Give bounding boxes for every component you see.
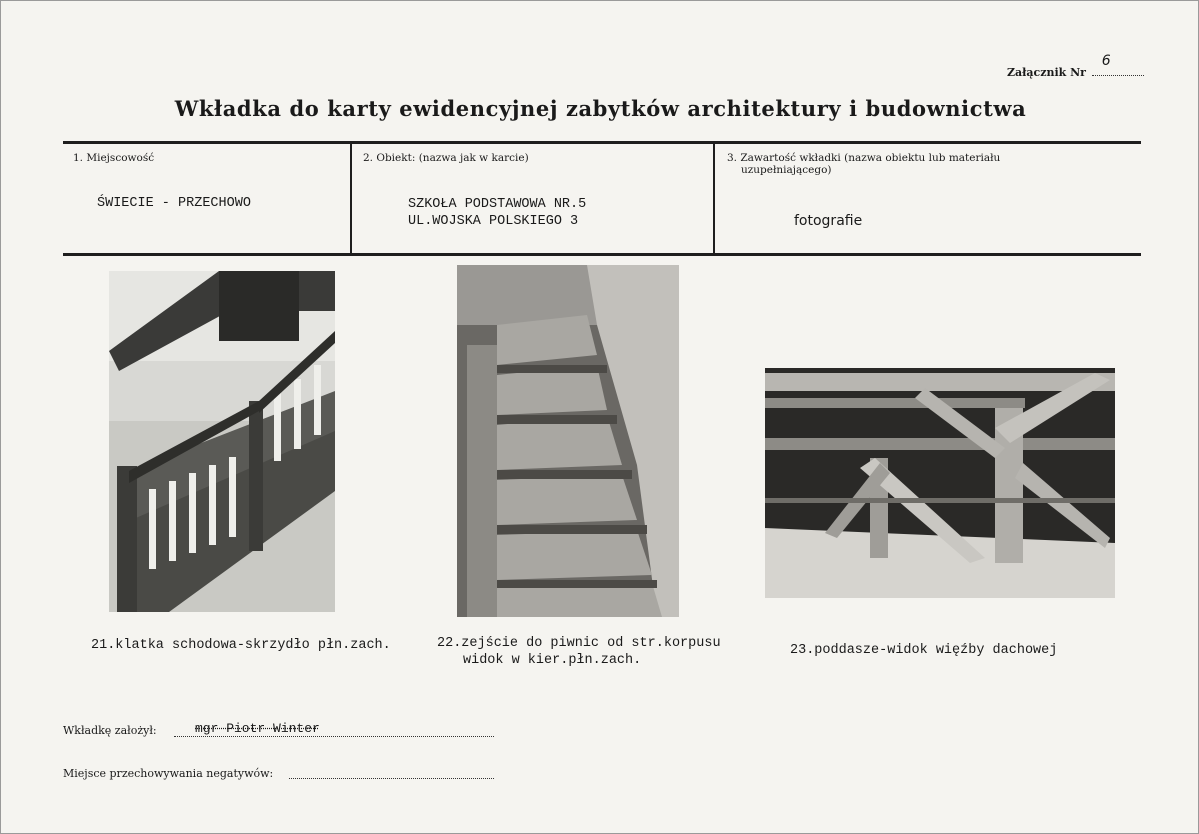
content-label-1: 3. Zawartość wkładki (nazwa obiektu lub materiału [727,152,1001,164]
place-label: 1. Miejscowość [73,152,155,164]
negatives-line [289,777,494,779]
author-label: Wkładkę założył: [63,724,157,737]
staircase-image [109,271,335,612]
header-top-rule [63,141,1141,144]
photo-staircase [109,271,335,612]
object-label: 2. Obiekt: (nazwa jak w karcie) [363,152,529,164]
content-value: fotografie [794,213,863,229]
photo-attic-truss [765,368,1115,598]
annex-number [1007,53,1144,79]
author-value: mgr Piotr Winter [195,721,320,736]
photo-22-caption-line-2: widok w kier.płn.zach. [463,653,642,668]
photo-cellar-steps [457,265,679,617]
photo-23-caption: 23.poddasze-widok więźby dachowej [790,643,1058,658]
field-divider-2 [713,144,715,253]
attic-truss-image [765,368,1115,598]
header-bottom-rule [63,253,1141,256]
object-line-2: UL.WOJSKA POLSKIEGO 3 [408,214,579,229]
content-label-2: uzupełniającego) [741,164,832,176]
object-line-1: SZKOŁA PODSTAWOWA NR.5 [408,197,587,212]
annex-number-value: 6 [1101,53,1111,69]
document-title: Wkładka do karty ewidencyjnej zabytków architektury i budownictwa [174,96,1027,121]
cellar-steps-image [457,265,679,617]
field-divider-1 [350,144,352,253]
place-value: ŚWIECIE - PRZECHOWO [97,196,251,211]
photo-22-caption-line-1: 22.zejście do piwnic od str.korpusu [437,636,721,651]
negatives-label: Miejsce przechowywania negatywów: [63,767,274,780]
photo-21-caption: 21.klatka schodowa-skrzydło płn.zach. [91,638,391,653]
annex-label: Załącznik Nr [1007,66,1086,79]
